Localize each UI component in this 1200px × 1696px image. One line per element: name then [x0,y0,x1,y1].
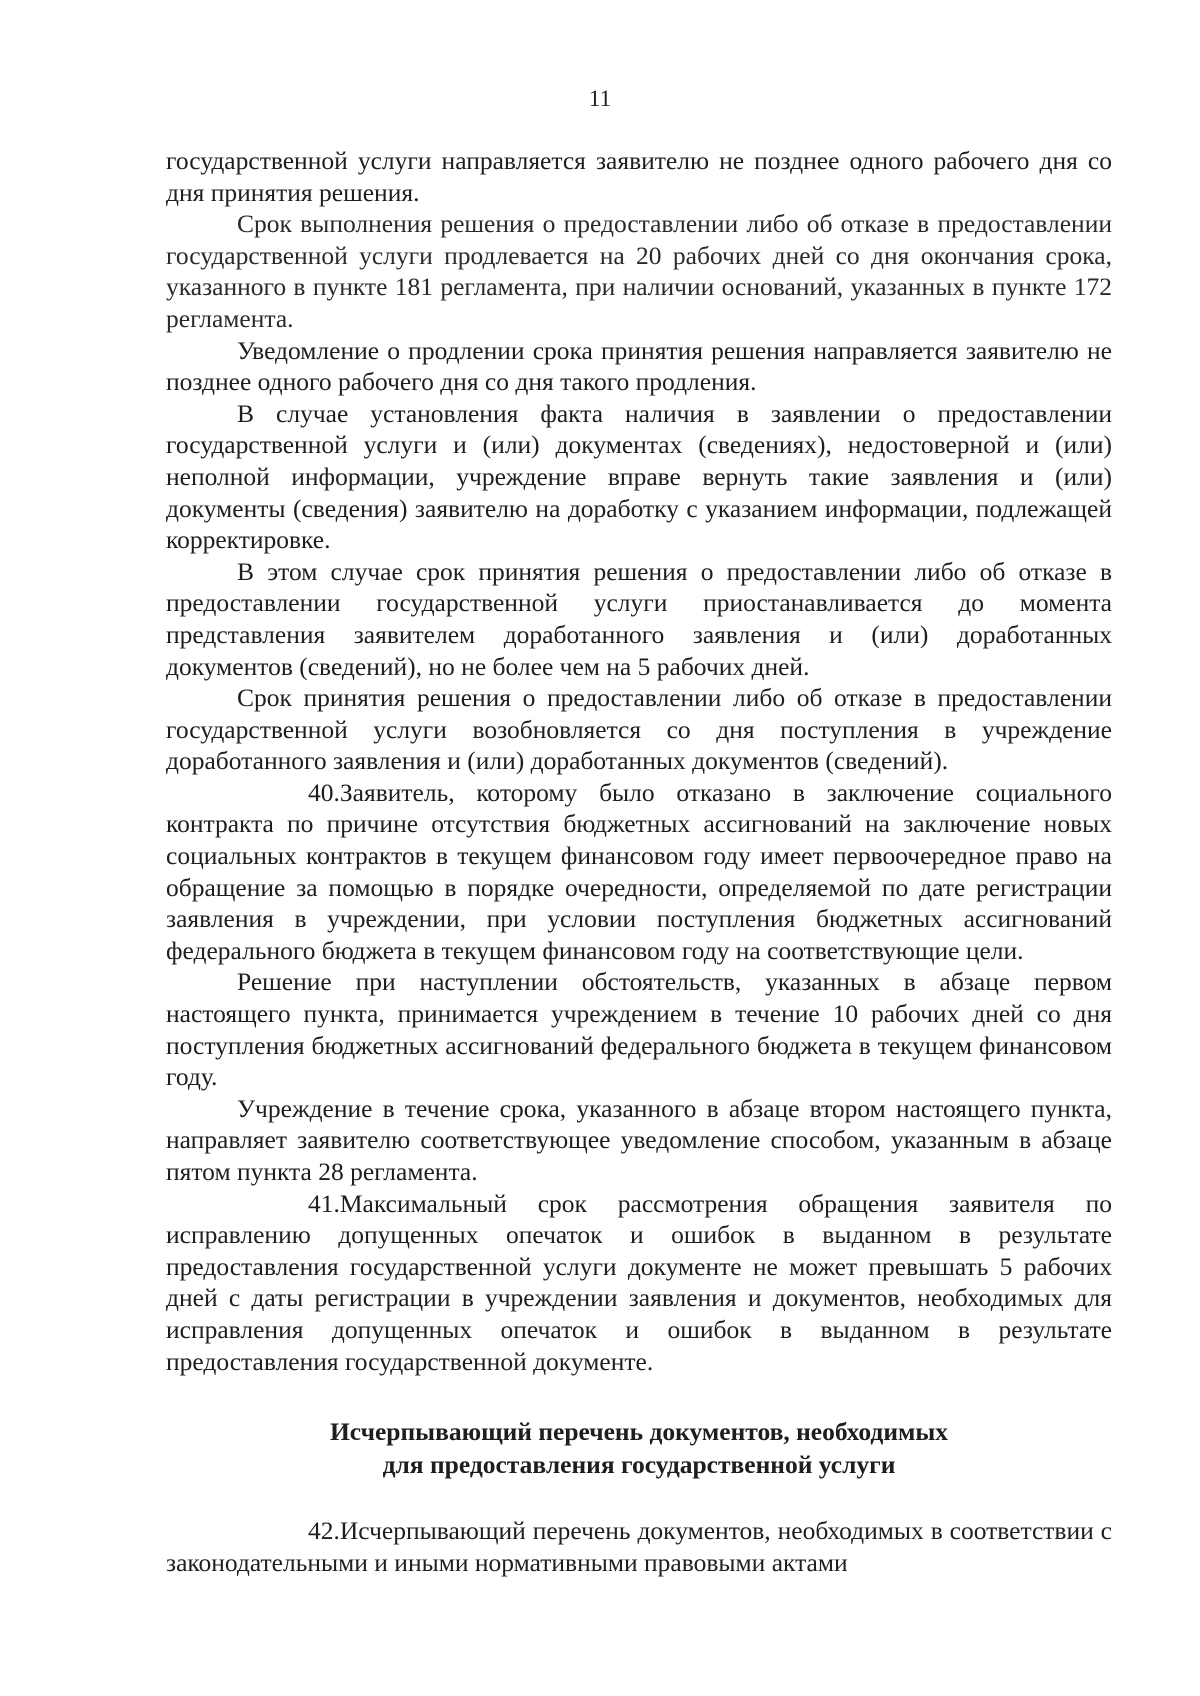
paragraph-continuation: государственной услуги направляется заявителю не позднее одного рабочего дня со дня принятия решения. [166,146,1112,207]
item-number-41: 41. [308,1188,340,1218]
paragraph-term-extension: Срок выполнения решения о предоставлении либо об отказе в предоставлении государственной услуги продлевается на 20 рабочих дней со дня окончания срока, указанного в пункте 181 регламента, при наличии оснований, указанных в пункте 172 регламента. [166,209,1112,333]
item-number-42: 42. [308,1516,340,1546]
item-41-text: Максимальный срок рассмотрения обращения заявителя по исправлению допущенных опечаток и ошибок в выданном в результате предоставления государственной услуги документе не может превышать 5 рабочих дней с даты регистрации в учреждении заявления и документов, необходимых для исправления допущенных опечаток и ошибок в выданном в результате предоставления государственной документе. [166,1188,1112,1376]
section-heading-line-1: Исчерпывающий перечень документов, необходимых [329,1417,949,1447]
paragraph-notification: Учреждение в течение срока, указанного в абзаце втором настоящего пункта, направляет заявителю соответствующее уведомление способом, указанным в абзаце пятом пункта 28 регламента. [166,1093,1112,1186]
paragraph-extension-notice: Уведомление о продлении срока принятия решения направляется заявителю не позднее одного рабочего дня со дня такого продления. [166,335,1112,397]
item-number-40: 40. [308,777,340,807]
paragraph-return-for-revision: В случае установления факта наличия в заявлении о предоставлении государственной услуги и (или) документах (сведениях), недостоверной и (или) неполной информации, учреждение вправе вернуть такие заявления и (или) документы (сведения) заявителю на доработку с указанием информации, подлежащей корректировке. [166,398,1112,555]
paragraph-term-resumption: Срок принятия решения о предоставлении либо об отказе в предоставлении государственной услуги возобновляется со дня поступления в учреждение доработанного заявления и (или) доработанных документов (сведений). [166,683,1112,776]
section-heading [166,1415,1112,1481]
section-heading-line-2: для предоставления государственной услуги [382,1450,896,1480]
paragraph-item-42 [166,1515,1112,1578]
item-40-text: Заявитель, которому было отказано в заключение социального контракта по причине отсутствия бюджетных ассигнований на заключение новых социальных контрактов в текущем финансовом году имеет первоочередное право на обращение за помощью в порядке очередности, определяемой по дате регистрации заявления в учреждении, при условии поступления бюджетных ассигнований федерального бюджета в текущем финансовом году на соответствующие цели. [166,777,1112,965]
page-number: 11 [588,86,612,111]
paragraph-decision-on-funding: Решение при наступлении обстоятельств, указанных в абзаце первом настоящего пункта, принимается учреждением в течение 10 рабочих дней со дня поступления бюджетных ассигнований федерального бюджета в текущем финансовом году. [166,967,1112,1092]
paragraph-item-40 [166,777,1112,967]
paragraph-term-suspension: В этом случае срок принятия решения о предоставлении либо об отказе в предоставлении государственной услуги приостанавливается до момента представления заявителем доработанного заявления и (или) доработанных документов (сведений), но не более чем на 5 рабочих дней. [166,556,1112,681]
item-42-text: Исчерпывающий перечень документов, необходимых в соответствии с законодательными и иными нормативными правовыми актами [166,1516,1112,1577]
paragraph-item-41 [166,1188,1112,1378]
document-body [166,145,1112,1578]
